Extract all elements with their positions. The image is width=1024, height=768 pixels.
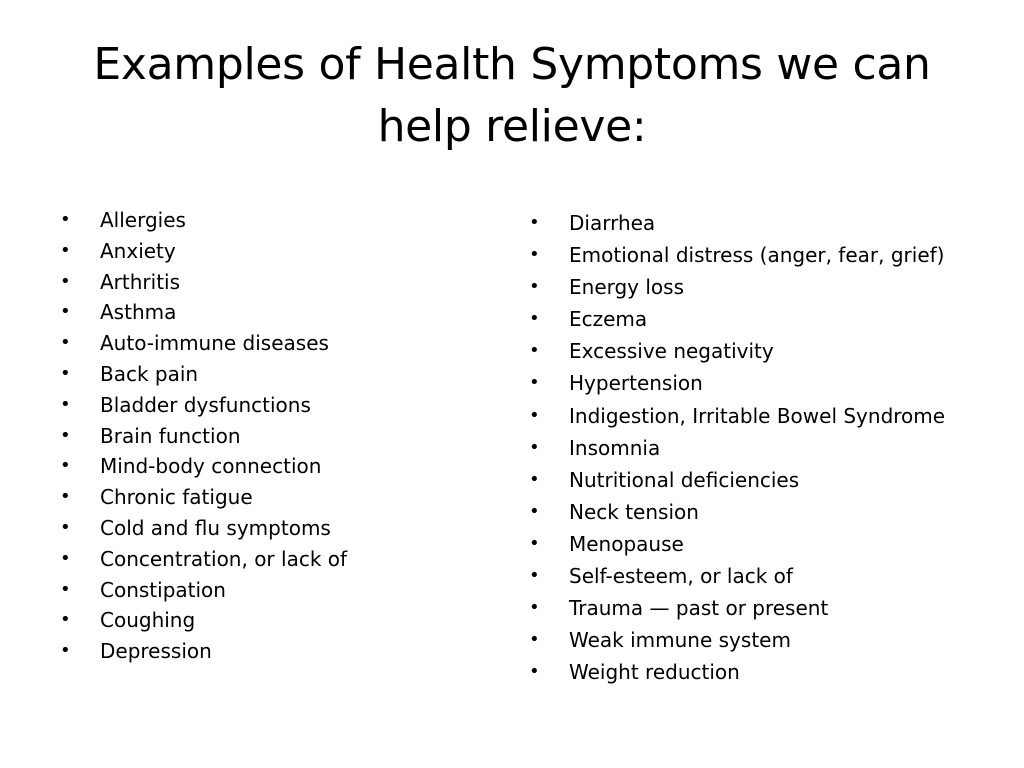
bullet-icon: • — [529, 468, 540, 490]
list-item — [56, 267, 476, 298]
bullet-icon: • — [60, 578, 71, 600]
bullet-icon: • — [60, 239, 71, 261]
list-item — [525, 656, 1005, 688]
list-item-label: Brain function — [100, 423, 241, 448]
list-item-label: Insomnia — [569, 435, 661, 460]
bullet-icon: • — [60, 393, 71, 415]
list-item — [525, 367, 1005, 399]
list-item-label: Excessive negativity — [569, 339, 774, 364]
list-item-label: Chronic fatigue — [100, 485, 253, 510]
list-item-label: Nutritional deficiencies — [569, 467, 800, 492]
list-item — [56, 390, 476, 421]
list-item-label: Trauma — past or present — [569, 596, 829, 621]
list-item-label: Weak immune system — [569, 628, 791, 653]
list-item — [525, 207, 1005, 239]
list-item — [56, 544, 476, 575]
list-item — [56, 575, 476, 606]
list-item-label: Depression — [100, 639, 212, 664]
bullet-icon: • — [529, 404, 540, 426]
list-item — [525, 624, 1005, 656]
bullet-icon: • — [529, 212, 540, 233]
bullet-icon: • — [529, 436, 540, 458]
list-item — [56, 451, 476, 482]
symptom-list-right — [525, 207, 1005, 688]
list-item — [525, 496, 1005, 528]
list-item-label: Allergies — [100, 208, 186, 232]
bullet-icon: • — [60, 547, 71, 569]
list-item-label: Anxiety — [100, 238, 176, 263]
list-item-label: Weight reduction — [569, 660, 740, 685]
bullet-icon: • — [529, 532, 540, 554]
bullet-icon: • — [529, 597, 540, 619]
list-item — [56, 636, 476, 667]
bullet-icon: • — [60, 332, 71, 354]
bullet-icon: • — [60, 609, 71, 631]
bullet-icon: • — [529, 661, 540, 683]
bullet-icon: • — [529, 308, 540, 330]
list-item-label: Concentration, or lack of — [100, 546, 348, 571]
bullet-icon: • — [60, 301, 71, 323]
list-item — [56, 205, 476, 236]
bullet-icon: • — [60, 516, 71, 538]
list-item — [56, 359, 476, 390]
list-item — [525, 464, 1005, 496]
list-item — [525, 592, 1005, 624]
list-item — [525, 271, 1005, 303]
symptom-list-left — [56, 205, 476, 667]
slide-title: Examples of Health Symptoms we can help relieve: — [93, 39, 931, 152]
bullet-icon: • — [529, 340, 540, 362]
list-item-label: Cold and flu symptoms — [100, 515, 331, 540]
list-item — [56, 605, 476, 636]
list-item — [525, 335, 1005, 367]
list-item-label: Mind-body connection — [100, 454, 322, 479]
bullet-icon: • — [60, 362, 71, 384]
bullet-icon: • — [529, 276, 540, 298]
list-item-label: Hypertension — [569, 371, 703, 396]
list-item — [525, 400, 1005, 432]
list-item — [56, 328, 476, 359]
list-item-label: Self-esteem, or lack of — [569, 564, 793, 589]
list-item-label: Arthritis — [100, 269, 181, 294]
list-item-label: Asthma — [100, 300, 177, 325]
bullet-icon: • — [60, 640, 71, 662]
bullet-icon: • — [529, 244, 540, 266]
bullet-icon: • — [529, 500, 540, 522]
list-item — [525, 239, 1005, 271]
bullet-icon: • — [60, 209, 71, 230]
list-item-label: Constipation — [100, 577, 226, 602]
list-item-label: Eczema — [569, 307, 648, 332]
bullet-icon: • — [60, 270, 71, 292]
bullet-icon: • — [529, 629, 540, 651]
list-item — [525, 528, 1005, 560]
list-item — [525, 303, 1005, 335]
bullet-icon: • — [529, 565, 540, 587]
list-item — [56, 482, 476, 513]
bullet-icon: • — [60, 455, 71, 477]
list-item — [56, 513, 476, 544]
list-item — [56, 297, 476, 328]
list-item-label: Energy loss — [569, 275, 685, 300]
bullet-icon: • — [529, 372, 540, 394]
bullet-icon: • — [60, 486, 71, 508]
list-item — [525, 432, 1005, 464]
list-item-label: Menopause — [569, 531, 684, 556]
list-item-label: Indigestion, Irritable Bowel Syndrome — [569, 403, 946, 428]
bullet-icon: • — [60, 424, 71, 446]
list-item — [56, 421, 476, 452]
list-item-label: Diarrhea — [569, 211, 656, 235]
list-item-label: Coughing — [100, 608, 196, 633]
list-item-label: Bladder dysfunctions — [100, 392, 311, 417]
list-item — [56, 236, 476, 267]
list-item — [525, 560, 1005, 592]
list-item-label: Auto-immune diseases — [100, 331, 329, 356]
list-item-label: Neck tension — [569, 499, 699, 524]
list-item-label: Back pain — [100, 361, 199, 386]
list-item-label: Emotional distress (anger, fear, grief) — [569, 243, 945, 268]
